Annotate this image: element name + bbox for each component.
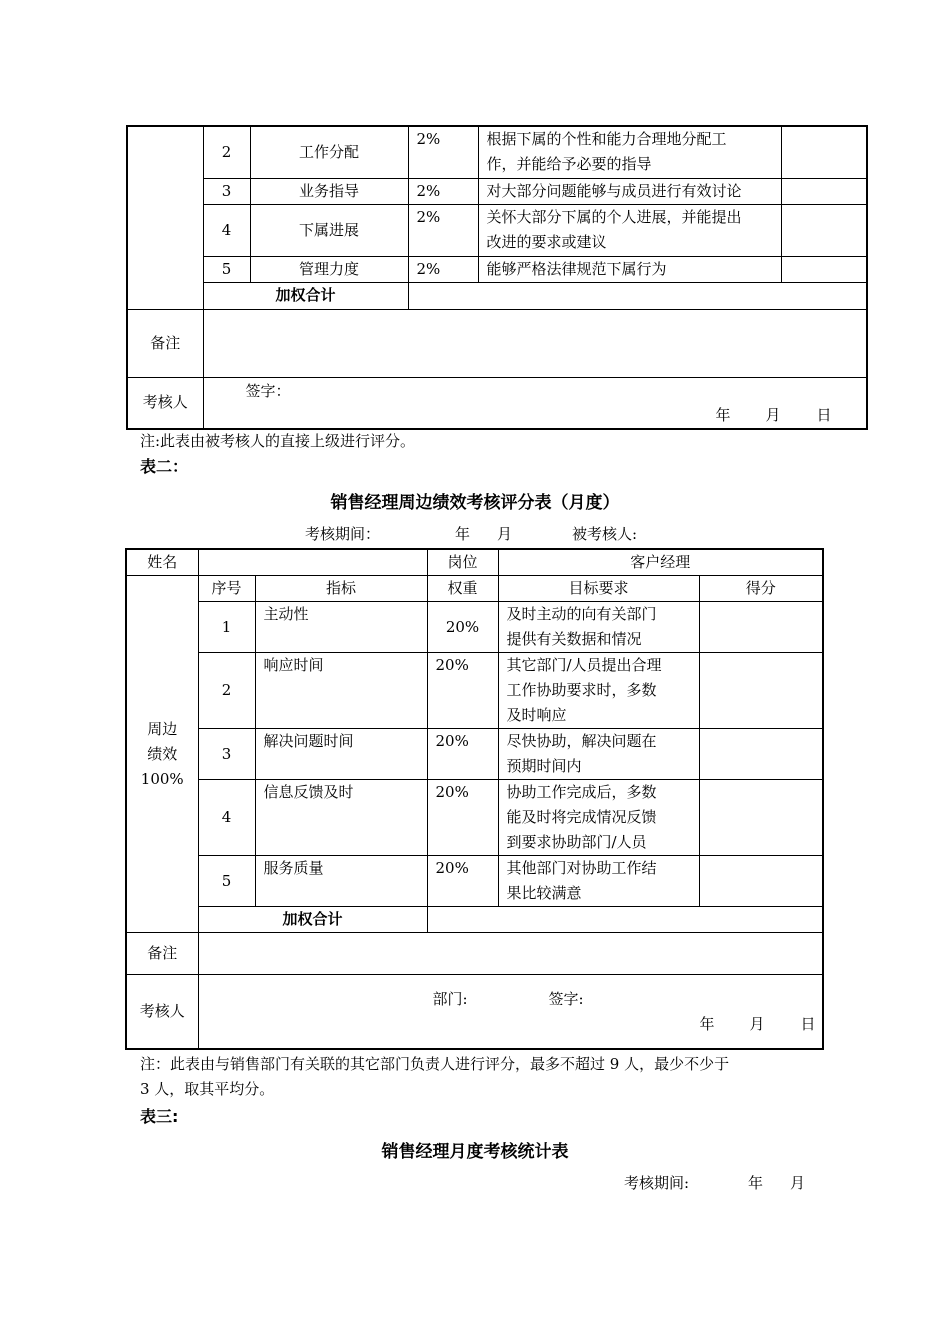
target-line: 到要求协助部门/人员 — [506, 833, 647, 851]
weight-cell: 2% — [408, 256, 478, 282]
remarks-row — [127, 309, 867, 377]
remarks-field[interactable] — [198, 933, 823, 975]
table-row — [127, 256, 867, 282]
assessor-field[interactable] — [203, 377, 867, 429]
date-day: 日 — [816, 405, 832, 424]
header-no: 序号 — [198, 576, 255, 602]
row-number: 5 — [198, 856, 255, 907]
header-weight: 权重 — [427, 576, 498, 602]
note-table-1: 注:此表由被考核人的直接上级进行评分。 — [140, 432, 416, 450]
row-number: 1 — [198, 602, 255, 653]
weight-cell: 20% — [427, 856, 498, 907]
name-row — [126, 549, 823, 576]
date-month: 月 — [749, 1015, 765, 1033]
weighted-total-row — [127, 282, 867, 309]
score-cell[interactable] — [781, 126, 867, 178]
target-line: 预期时间内 — [506, 757, 582, 775]
signature-label: 签字: — [548, 990, 584, 1008]
header-target: 目标要求 — [498, 576, 699, 602]
indicator-cell: 响应时间 — [255, 653, 427, 729]
table-row — [126, 856, 823, 907]
assessor-label: 考核人 — [127, 377, 203, 429]
note-table-2-line-2: 3 人，取其平均分。 — [140, 1080, 275, 1098]
table-row — [126, 729, 823, 780]
name-field[interactable] — [198, 549, 427, 576]
remarks-label: 备注 — [127, 309, 203, 377]
assessment-table-2 — [125, 548, 824, 1050]
target-cell: 对大部分问题能够与成员进行有效讨论 — [478, 178, 781, 204]
target-line: 及时响应 — [506, 706, 567, 724]
period-label: 考核期间： — [305, 525, 381, 543]
table-row — [126, 780, 823, 856]
table-row — [126, 602, 823, 653]
category-cell — [126, 576, 198, 933]
weight-cell: 2% — [408, 126, 478, 178]
position-value: 客户经理 — [498, 549, 823, 576]
period-label: 考核期间: — [624, 1174, 690, 1192]
score-cell[interactable] — [699, 729, 823, 780]
indicator-cell: 业务指导 — [250, 178, 408, 204]
date-year: 年 — [715, 405, 731, 424]
score-cell[interactable] — [699, 780, 823, 856]
target-line: 作，并能给予必要的指导 — [486, 155, 652, 173]
name-label: 姓名 — [126, 549, 198, 576]
target-line: 关怀大部分下属的个人进展，并能提出 — [486, 207, 742, 226]
date-year: 年 — [699, 1015, 715, 1033]
target-line: 提供有关数据和情况 — [506, 630, 642, 648]
heading-table-3: 表三: — [140, 1107, 179, 1126]
target-line: 果比较满意 — [506, 884, 582, 902]
weight-cell: 2% — [408, 178, 478, 204]
remarks-row — [126, 933, 823, 975]
signature-label: 签字： — [245, 381, 291, 400]
department-label: 部门: — [432, 990, 468, 1008]
row-number: 5 — [203, 256, 250, 282]
indicator-cell: 工作分配 — [250, 126, 408, 178]
indicator-cell: 服务质量 — [255, 856, 427, 907]
weight-cell: 20% — [427, 780, 498, 856]
target-line: 工作协助要求时，多数 — [506, 681, 657, 699]
target-line: 改进的要求或建议 — [486, 232, 607, 251]
weight-cell: 2% — [408, 204, 478, 256]
target-cell — [498, 780, 699, 856]
indicator-cell: 下属进展 — [250, 204, 408, 256]
category-cell — [127, 126, 203, 309]
assessment-table-1 — [126, 125, 868, 430]
title-table-2: 销售经理周边绩效考核评分表（月度） — [330, 493, 620, 513]
position-label: 岗位 — [427, 549, 498, 576]
target-cell — [498, 729, 699, 780]
score-cell[interactable] — [699, 856, 823, 907]
target-cell — [478, 126, 781, 178]
weighted-total-label: 加权合计 — [203, 282, 408, 309]
score-cell[interactable] — [699, 602, 823, 653]
target-cell — [498, 653, 699, 729]
title-table-3: 销售经理月度考核统计表 — [381, 1142, 569, 1162]
category-line: 绩效 — [147, 744, 178, 763]
heading-table-2: 表二： — [140, 457, 189, 476]
target-cell — [498, 602, 699, 653]
score-cell[interactable] — [699, 653, 823, 729]
table-row — [127, 178, 867, 204]
weighted-total-value[interactable] — [408, 282, 867, 309]
row-number: 3 — [203, 178, 250, 204]
row-number: 4 — [203, 204, 250, 256]
date-day: 日 — [800, 1015, 816, 1033]
date-month: 月 — [765, 405, 781, 424]
target-line: 其它部门/人员提出合理 — [506, 656, 662, 674]
assessor-row — [127, 377, 867, 429]
target-cell — [478, 204, 781, 256]
assessee-label: 被考核人: — [572, 525, 638, 543]
target-line: 及时主动的向有关部门 — [506, 605, 657, 623]
header-row — [126, 576, 823, 602]
assessor-field[interactable] — [198, 975, 823, 1049]
assessor-label: 考核人 — [126, 975, 198, 1049]
target-line: 能及时将完成情况反馈 — [506, 808, 657, 826]
target-cell: 能够严格法律规范下属行为 — [478, 256, 781, 282]
assessor-row — [126, 975, 823, 1049]
indicator-cell: 主动性 — [255, 602, 427, 653]
weight-cell: 20% — [427, 653, 498, 729]
period-month: 月 — [790, 1174, 806, 1192]
note-table-2-line-1: 注：此表由与销售部门有关联的其它部门负责人进行评分，最多不超过 9 人，最少不少于 — [140, 1055, 730, 1073]
header-score: 得分 — [699, 576, 823, 602]
row-number: 4 — [198, 780, 255, 856]
period-year: 年 — [748, 1174, 764, 1192]
table-row — [127, 126, 867, 178]
indicator-cell: 解决问题时间 — [255, 729, 427, 780]
category-line: 周边 — [147, 719, 178, 738]
row-number: 2 — [203, 126, 250, 178]
score-cell[interactable] — [781, 178, 867, 204]
period-month: 月 — [497, 525, 513, 543]
remarks-field[interactable] — [203, 309, 867, 377]
target-cell — [498, 856, 699, 907]
indicator-cell: 信息反馈及时 — [255, 780, 427, 856]
row-number: 2 — [198, 653, 255, 729]
table-row — [126, 653, 823, 729]
weight-cell: 20% — [427, 729, 498, 780]
row-number: 3 — [198, 729, 255, 780]
indicator-cell: 管理力度 — [250, 256, 408, 282]
table-row — [127, 204, 867, 256]
score-cell[interactable] — [781, 256, 867, 282]
category-line: 100% — [140, 769, 184, 788]
header-indicator: 指标 — [255, 576, 427, 602]
target-line: 尽快协助，解决问题在 — [506, 732, 657, 750]
weighted-total-row — [126, 907, 823, 933]
target-line: 协助工作完成后，多数 — [506, 783, 657, 801]
score-cell[interactable] — [781, 204, 867, 256]
weight-cell: 20% — [427, 602, 498, 653]
weighted-total-label: 加权合计 — [198, 907, 427, 933]
target-line: 其他部门对协助工作结 — [506, 859, 657, 877]
period-year: 年 — [455, 525, 471, 543]
remarks-label: 备注 — [126, 933, 198, 975]
weighted-total-value[interactable] — [427, 907, 823, 933]
target-line: 根据下属的个性和能力合理地分配工 — [486, 130, 727, 148]
